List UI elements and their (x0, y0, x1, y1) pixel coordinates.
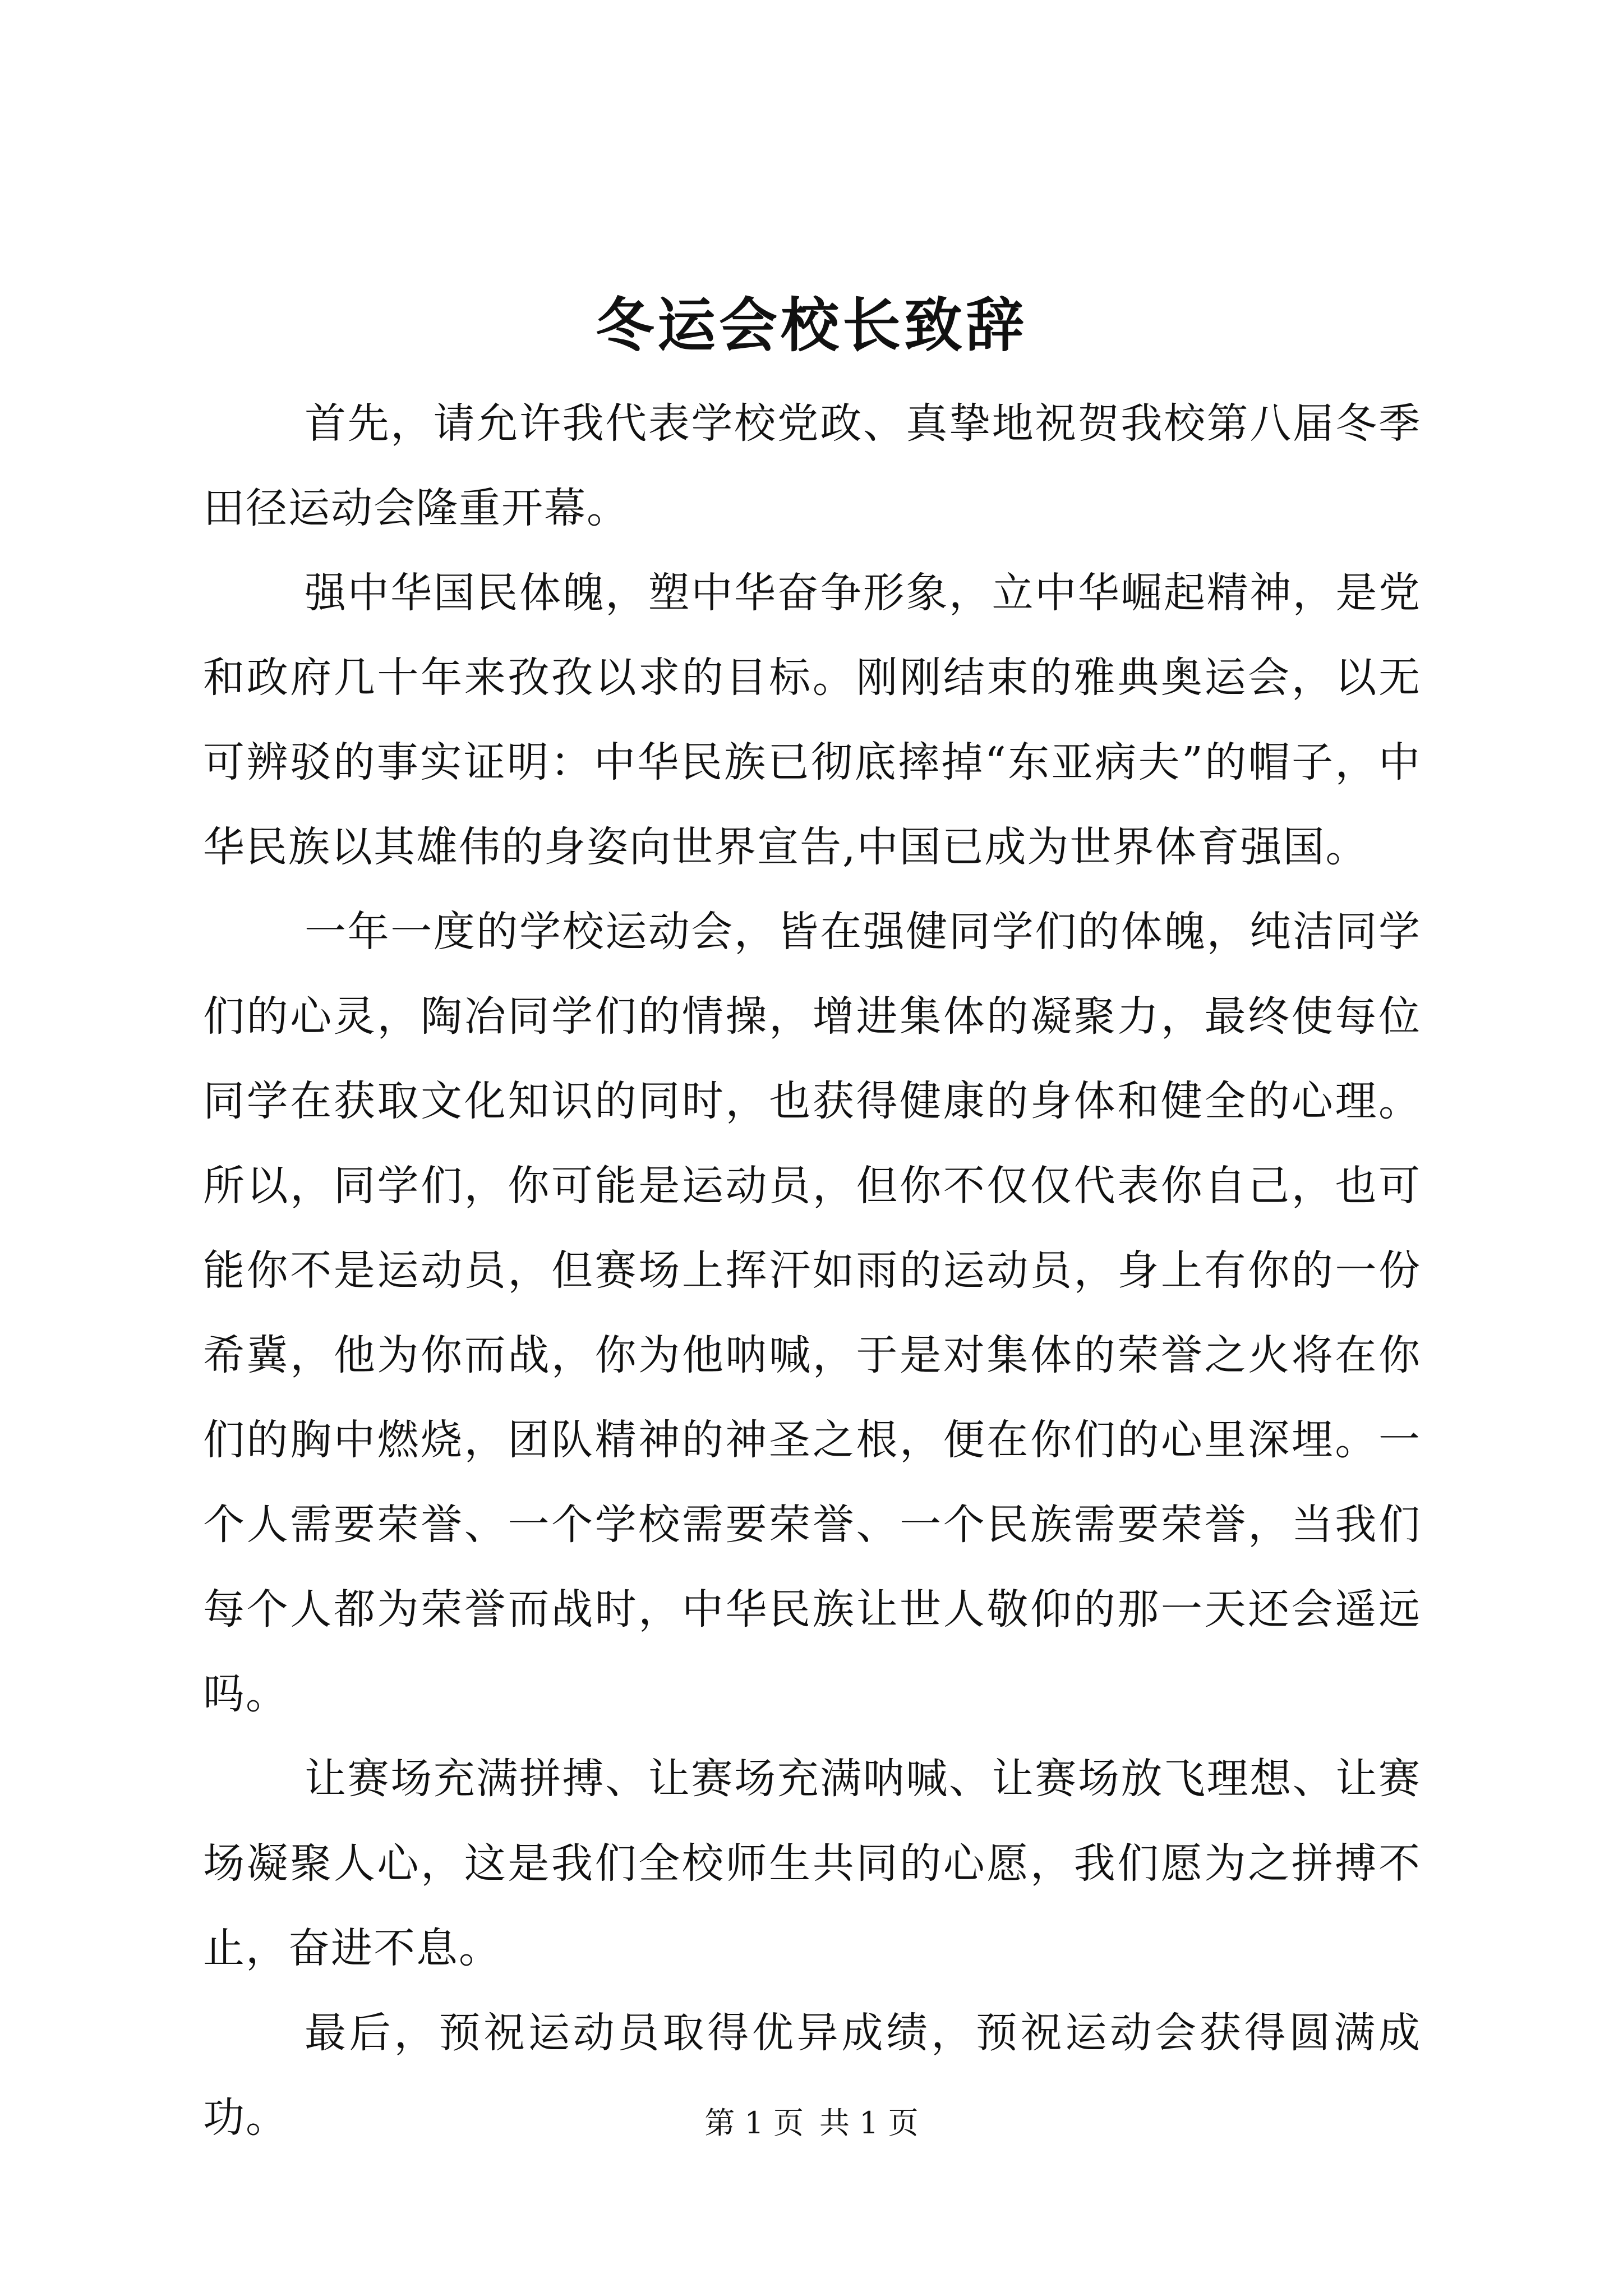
paragraph-shared-wish: 让赛场充满拼搏、让赛场充满呐喊、让赛场放飞理想、让赛场凝聚人心，这是我们全校师生共同的心愿，我们愿为之拼搏不止，奋进不息。 (203, 1755, 1421, 1972)
paragraph-closing: 最后，预祝运动员取得优异成绩，预祝运动会获得圆满成功。 (203, 2009, 1421, 2142)
page-footer (0, 2101, 1623, 2146)
document-title: 冬运会校长致辞 (595, 291, 1027, 360)
paragraph-sports-meet-purpose: 一年一度的学校运动会，皆在强健同学们的体魄，纯洁同学们的心灵，陶冶同学们的情操，增进集体的凝聚力，最终使每位同学在获取文化知识的同时，也获得健康的身体和健全的心理。所以，同学们，你可能是运动员，但你不仅仅代表你自己，也可能你不是运动员，但赛场上挥汗如雨的运动员，身上有你的一份希冀，他为你而战，你为他呐喊，于是对集体的荣誉之火将在你们的胸中燃烧，团队精神的神圣之根，便在你们的心里深埋。一个人需要荣誉、一个学校需要荣誉、一个民族需要荣誉，当我们每个人都为荣誉而战时，中华民族让世人敬仰的那一天还会遥远吗。 (203, 908, 1421, 1718)
paragraph-national-spirit: 强中华国民体魄，塑中华奋争形象，立中华崛起精神，是党和政府几十年来孜孜以求的目标。刚刚结束的雅典奥运会，以无可辨驳的事实证明：中华民族已彻底摔掉“东亚病夫”的帽子，中华民族以其雄伟的身姿向世界宣告,中国已成为世界体育强国。 (203, 569, 1421, 871)
page-number: 第 1 页 (704, 2105, 804, 2141)
document-body (203, 381, 1421, 2160)
page-total: 共 1 页 (819, 2105, 919, 2141)
paragraph-opening: 首先，请允许我代表学校党政、真挚地祝贺我校第八届冬季田径运动会隆重开幕。 (203, 399, 1421, 532)
